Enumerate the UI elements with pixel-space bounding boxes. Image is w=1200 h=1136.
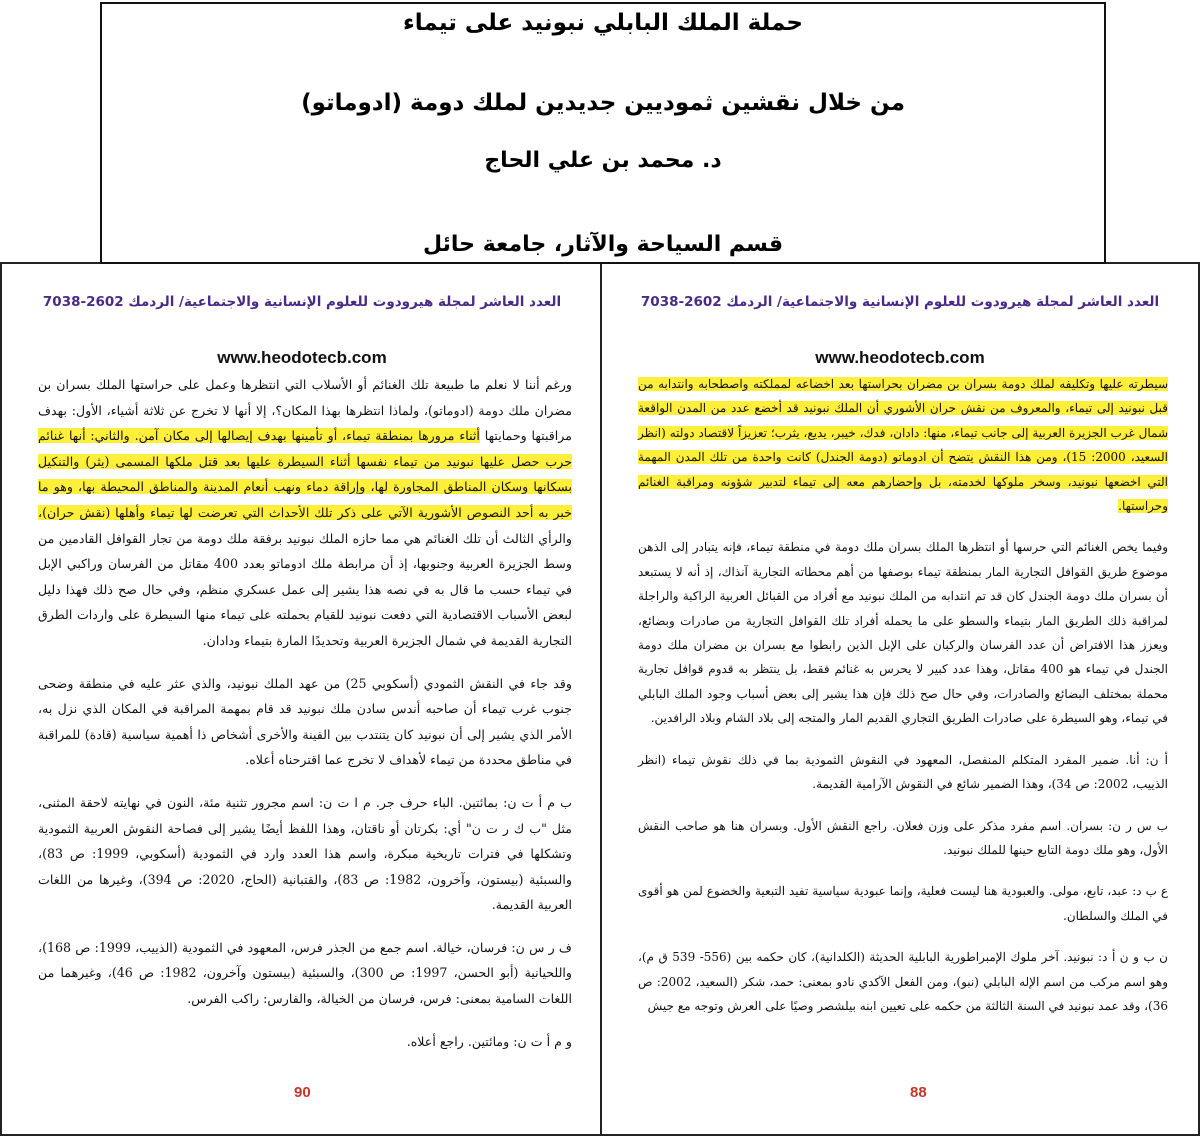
paragraph: ع ب د: عبد، تابع، مولى. والعبودية هنا ليست فعلية، وإنما عبودية سياسية تفيد التبعية والخضوع لمن هو أقوى في الملك والسلطان. (638, 884, 1168, 923)
paragraph: ف ر س ن: فرسان، خيالة. اسم جمع من الجذر فرس، المعهود في الثمودية (الذييب، 1999: ص 168)، واللحيانية (أبو الحسن، 1997: ص 300)، والسبئية (بيستون وآخرون، 1982: ص 46)، وغيرهما من اللغات السامية بمعنى: فرس، فرسان من الخيالة، والفارس: راكب الفرس. (38, 939, 573, 1007)
paragraph: ب س ر ن: بسران. اسم مفرد مذكر على وزن فعلان. راجع النقش الأول. وبسران هنا هو صاحب النقش الأول، وهو ملك دومة التابع حينها للملك نبونيد. (638, 818, 1168, 857)
journal-url: www.heodotecb.com (217, 348, 387, 367)
paragraph: و م أ ت ن: ومائتين. راجع أعلاه. (406, 1033, 572, 1049)
page-body (38, 372, 572, 1071)
paragraph: أ ن: أنا. ضمير المفرد المتكلم المنفصل، المعهود في النقوش الثمودية بما في ذلك نقوش تيماء (انظر الذييب، 2002: ص 34)، وهذا الضمير شائع في النقوش الآرامية القديمة. (638, 752, 1168, 792)
paragraph: ب م أ ت ن: بمائتين. الباء حرف جر. م ا ت ن: اسم مجرور تثنية مئة، النون في نهايته لاحقة المثنى، مثل "ب ك ر ت ن" أي: بكرتان أو ناقتان، وهذا اللفظ أيضًا يشير إلى فصاحة النقوش العربية الثمودية وتشكلها في فترات تاريخية مبكرة، واسم هذا العدد وارد في الثمودية (أسكوبي، 1999: ص 83)، والسبئية (بيستون، وآخرون، 1982: ص 83)، والقتبانية (الحاج، 2020: ص 394)، وغيرها من اللغات العربية القديمة. (38, 794, 572, 913)
journal-header: العدد العاشر لمجلة هيرودوت للعلوم الإنسانية والاجتماعية/ الردمك 2602-7038 (42, 294, 562, 310)
paragraph: وقد جاء في النقش الثمودي (أسكوبي 25) من عهد الملك نبونيد، والذي عثر عليه في منطقة وضحى جنوب غرب تيماء أن صاحبه أندس سادن ملك نبونيد قد قام بمهمة المراقبة في المكان الذي نزل به، الأمر الذي يشير إلى أن نبونيد كان يتنتدب بين الفينة والأخرى أشخاص ذا أهمية سياسية (قادة) للمراقبة في مناطق محددة من تيماء لأهداف لا تخرج عما اقترحناه أعلاه. (38, 675, 573, 768)
paragraph-text: ورغم أننا لا نعلم ما طبيعة تلك الغنائم أو الأسلاب التي انتظرها وعمل على حراستها الملك بسران بن مضران ملك دومة (ادوماتو)، ولماذا انتظرها بهذا المكان؟، إلا أنها لا تخرج عن ثلاثة أشياء، الأول: بهدف مراقبتها وحمايتها (38, 377, 572, 444)
article-subtitle: من خلال نقشين ثموديين جديدين لملك دومة (ادوماتو) (301, 90, 905, 116)
title-box (100, 2, 1106, 264)
paragraph-text: والرأي الثالث أن تلك الغنائم هي مما حازه الملك نبونيد برفقة ملك دومة من تجار القوافل القادمين من وسط الجزيرة العربية وجنوبها، إذ أن مرابطة ملك ادوماتو بعدد 400 مقاتل من الفرسان وراكبي الإبل في تيماء حسب ما قال به في نصه هذا يشير إلى عمل عسكري منظم، وفي حال صح ذلك فهذا دليل لبعض الأسباب الاقتصادية التي دفعت نبونيد للقيام بحملته على تيماء منها السيطرة على واردات الطرق التجارية القديمة في شمال الجزيرة العربية وتحديدًا المارة بتيماء ودادان. (38, 530, 572, 648)
article-author: د. محمد بن علي الحاج (484, 148, 722, 173)
page-number: 90 (294, 1084, 311, 1101)
journal-header: العدد العاشر لمجلة هيرودوت للعلوم الإنسانية والاجتماعية/ الردمك 2602-7038 (640, 294, 1160, 310)
page-number: 88 (910, 1084, 927, 1101)
page-90 (0, 262, 604, 1136)
highlighted-text: سيطرته عليها وتكليفه لملك دومة بسران بن مضران بحراستها بعد اخضاعه لمملكته واصطحابه وانتدابه من قبل نبونيد إلى تيماء، والمعروف من نقش حران الأشوري أن الملك نبونيد قد أخضع عدد من المدن الواقعة شمال غرب الجزيرة العربية إلى جانب تيماء، منها: دادان، فدك، خيبر، يديع، يثرب؛ تعزيزاً لاقتصاد دولته (انظر السعيد، 2000: 15)، ومن هذا النقش يتضح أن ادوماتو (دومة الجندل) كانت واحدة من تلك المدن المهمة التي اخضعها نبونيد، وسخر ملوكها لخدمته، بل وإحضارهم معه إلى تيماء لتدبير شؤونه ومراقبة الغنائم وحراستها. (638, 377, 1169, 514)
paragraph (38, 372, 572, 654)
paragraph: وفيما يخص الغنائم التي حرسها أو انتظرها الملك بسران ملك دومة في منطقة تيماء، فإنه يتبادر إلى الذهن موضوع طريق القوافل التجارية المار بمنطقة تيماء بوصفها من أهم محطاته التجارية آنذاك، إذ أنه لا يستبعد أن بسران ملك دومة الجندل كان قد تم انتدابه من الملك نبونيد مع أفراد من القبائل العربية الراكبة والراجلة لمراقبة ذلك الطريق المار بتيماء والسطو على ما يحمله أفراد تلك القوافل التجارية من صادرات وبضائع، ويعزز هذا الافتراض أن عدد الفرسان والركبان على الإبل الذين رابطوا مع بسران بن مضران ملك دومة الجندل في تيماء هو 400 مقاتل، وهذا عدد كبير لا يحرس به غنائم فقط، بل ينتظر به قدوم قوافل تجارية محملة بمختلف البضائع والصادرات، وفي حال صح ذلك فإن هذا يشير إلى بعض أسباب وجود الملك البابلي في تيماء، وهو السيطرة على صادرات الطريق التجاري القديم المار والمتجه إلى بلاد الشام وبلاد الرافدين. (638, 540, 1168, 726)
page-body (638, 372, 1168, 1035)
article-title: حملة الملك البابلي نبونيد على تيماء (403, 10, 803, 36)
page-88 (600, 262, 1200, 1136)
journal-url: www.heodotecb.com (815, 348, 985, 367)
paragraph: ن ب و ن أ د: نبونيد. آخر ملوك الإمبراطورية البابلية الحديثة (الكلدانية)، كان حكمه بين (556- 539 ق م)، وهو اسم مركب من اسم الإله البابلي (نبو)، ومن الفعل الآكدي نادو بمعنى: حمد، شكر (السعيد، 2002: ص 36)، وقد عمد نبونيد في السنة الثالثة من حكمه على تعيين ابنه بيلشصر وصيًا على العرش وتوجه مع جيش (638, 950, 1168, 1013)
highlighted-text: أثناء مرورها بمنطقة تيماء، أو تأمينها بهدف إيصالها إلى مكان آمن. والثاني: أنها غنائم حرب حصل عليها نبونيد من تيماء نفسها أثناء السيطرة عليها بعد قتل ملكها المسمى (يثر) والتنكيل بسكانها وسكان المناطق المجاورة لها، وإراقة دماء ونهب أنعام المدينة والمناطق المحيطة بها، وهو ما خبر به أحد النصوص الأشورية الآتي على ذكر تلك الأحداث التي تعرضت لها تيماء وأهلها (نقش حران)، (38, 428, 572, 520)
article-department: قسم السياحة والآثار، جامعة حائل (423, 232, 783, 257)
paragraph (638, 372, 1168, 518)
